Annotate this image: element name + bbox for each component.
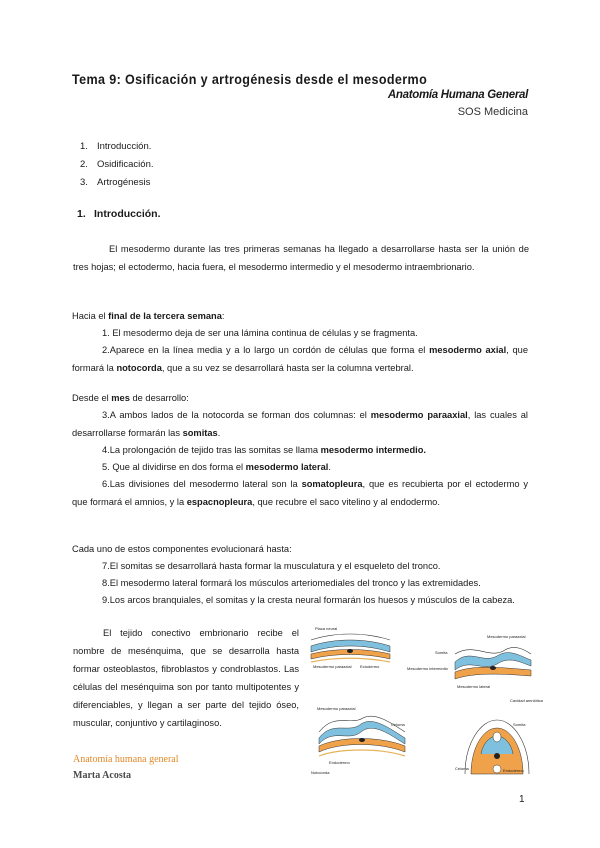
toc-item: 1. Introducción. xyxy=(80,141,152,152)
list-item: 7.El somitas se desarrollará hasta formar la musculatura y el esqueleto del tronco. xyxy=(102,561,441,571)
figure-label: Celoma xyxy=(455,766,469,771)
figure-label: Somita xyxy=(435,650,448,655)
figure-label: Mesodermo paraaxial xyxy=(313,664,352,669)
figure-label: Somita xyxy=(513,722,526,727)
embryo-diagram xyxy=(305,624,543,780)
table-of-contents xyxy=(80,138,154,192)
list-item: 9.Los arcos branquiales, el somitas y la cresta neural formarán los huesos y músculos de la cabeza. xyxy=(102,595,515,605)
list-item: 8.El mesodermo lateral formará los músculos arteriomediales del tronco y las extremidades. xyxy=(102,578,481,588)
section-heading: 1. Introducción. xyxy=(77,208,161,220)
page-number: 1 xyxy=(519,794,525,805)
third-week-lead: Hacia el final de la tercera semana: xyxy=(72,311,225,321)
toc-item: 3. Artrogénesis xyxy=(80,177,151,188)
figure-label: Cavidad amniótica xyxy=(510,698,543,703)
figure-label: Endodermo xyxy=(329,760,350,765)
figure-label: Celoma xyxy=(391,722,405,727)
month-lead: Desde el mes de desarrollo: xyxy=(72,393,189,403)
mesenchyme-paragraph: El tejido conectivo embrionario recibe el nombre de mesénquima, que se desarrolla hasta formar osteoblastos, fibroblastos y condroblastos. Las células del mesénquima son por tanto multipotentes y diferenciables, y llegan a ser parte del tejido óseo, muscular, conjuntivo y cartilaginoso. xyxy=(73,628,299,728)
footer-author: Marta Acosta xyxy=(73,770,132,781)
panel-b xyxy=(407,634,544,703)
embryo-figure xyxy=(305,624,543,780)
list-item: 4.La prolongación de tejido tras las somitas se llama mesodermo intermedio. xyxy=(102,445,426,455)
figure-label: Notocorda xyxy=(311,770,330,775)
footer-subject: Anatomía humana general xyxy=(73,754,179,765)
figure-label: Endodermo xyxy=(503,768,524,773)
panel-a xyxy=(311,626,390,669)
figure-label: Mesodermo paraaxial xyxy=(487,634,526,639)
toc-item: 2. Osidificación. xyxy=(80,159,154,170)
page-title: Tema 9: Osificación y artrogénesis desde el mesodermo xyxy=(72,72,428,87)
list-item: 1. El mesodermo deja de ser una lámina continua de células y se fragmenta. xyxy=(102,328,418,338)
figure-label: Placa neural xyxy=(315,626,338,631)
subject-label: Anatomía Humana General xyxy=(387,89,528,101)
source-label: SOS Medicina xyxy=(457,106,528,118)
figure-label: Mesodermo paraaxial xyxy=(317,706,356,711)
figure-label: Mesodermo lateral xyxy=(457,684,491,689)
intro-paragraph: El mesodermo durante las tres primeras semanas ha llegado a desarrollarse hasta ser la unión de tres hojas; el ectodermo, hacia fuera, el mesodermo intermedio y el mesodermo intraembrionario. xyxy=(73,244,529,272)
list-item: 5. Que al dividirse en dos forma el mesodermo lateral. xyxy=(102,462,331,472)
figure-label: Ectodermo xyxy=(360,664,380,669)
components-lead: Cada uno de estos componentes evolucionará hasta: xyxy=(72,544,292,554)
list-item: 3.A ambos lados de la notocorda se forman dos columnas: el mesodermo paraaxial, las cuales al desarrollarse formarán las somitas. xyxy=(72,410,528,438)
panel-d xyxy=(455,720,529,774)
figure-label: Mesodermo intermedio xyxy=(407,666,448,671)
list-item: 6.Las divisiones del mesodermo lateral son la somatopleura, que es recubierta por el ectodermo y que formará el amnios, y la espacnopleura, que recubre el saco vitelino y al endodermo. xyxy=(72,479,528,507)
panel-c xyxy=(311,706,406,775)
list-item: 2.Aparece en la línea media y a lo largo un cordón de células que forma el mesodermo axial, que formará la notocorda, que a su vez se desarrollará hasta ser la columna vertebral. xyxy=(72,345,528,373)
